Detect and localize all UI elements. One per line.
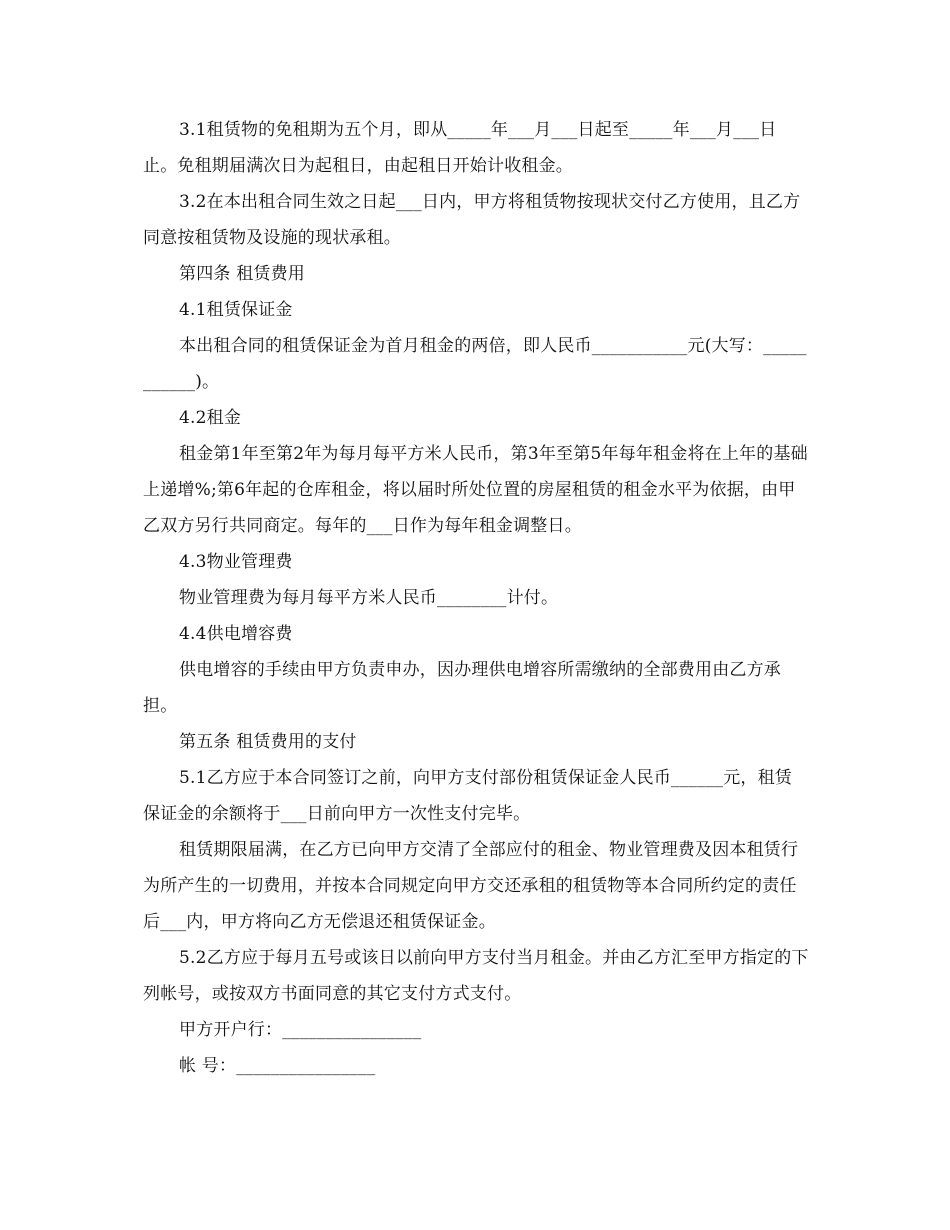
clause-4-4-heading: 4.4供电增容费 (179, 624, 293, 644)
clause-4-2-heading: 4.2租金 (179, 408, 242, 428)
clause-4-1-heading: 4.1租赁保证金 (179, 300, 293, 320)
account-field: 帐 号：________________ (179, 1056, 376, 1076)
article-5-heading: 第五条 租赁费用的支付 (179, 732, 357, 752)
document-body (143, 112, 809, 1084)
clause-5-2-text: 5.2乙方应于每月五号或该日以前向甲方支付当月租金。并由乙方汇至甲方指定的下列帐号，或按双方书面同意的其它支付方式支付。 (143, 948, 809, 1004)
clause-4-1-text: 本出租合同的租赁保证金为首月租金的两倍，即人民币___________元(大写：___________)。 (143, 336, 807, 392)
article-4-heading: 第四条 租赁费用 (179, 264, 306, 284)
deposit-refund-text: 租赁期限届满，在乙方已向甲方交清了全部应付的租金、物业管理费及因本租赁行为所产生的一切费用，并按本合同规定向甲方交还承租的租赁物等本合同所约定的责任后___内，甲方将向乙方无偿退还租赁保证金。 (143, 840, 799, 932)
clause-3-1: 3.1租赁物的免租期为五个月，即从_____年___月___日起至_____年___月___日止。免租期届满次日为起租日，由起租日开始计收租金。 (143, 120, 777, 176)
clause-4-4-text: 供电增容的手续由甲方负责申办，因办理供电增容所需缴纳的全部费用由乙方承担。 (143, 660, 781, 716)
clause-4-3-text: 物业管理费为每月每平方米人民币________计付。 (179, 588, 559, 608)
clause-3-2: 3.2在本出租合同生效之日起___日内，甲方将租赁物按现状交付乙方使用，且乙方同意按租赁物及设施的现状承租。 (143, 192, 801, 248)
clause-5-1-text: 5.1乙方应于本合同签订之前，向甲方支付部份租赁保证金人民币______元，租赁保证金的余额将于___日前向甲方一次性支付完毕。 (143, 768, 793, 824)
bank-field: 甲方开户行：________________ (179, 1020, 422, 1040)
clause-4-3-heading: 4.3物业管理费 (179, 552, 293, 572)
clause-4-2-text: 租金第1年至第2年为每月每平方米人民币，第3年至第5年每年租金将在上年的基础上递增%;第6年起的仓库租金，将以届时所处位置的房屋租赁的租金水平为依据，由甲乙双方另行共同商定。每年的___日作为每年租金调整日。 (143, 444, 808, 536)
